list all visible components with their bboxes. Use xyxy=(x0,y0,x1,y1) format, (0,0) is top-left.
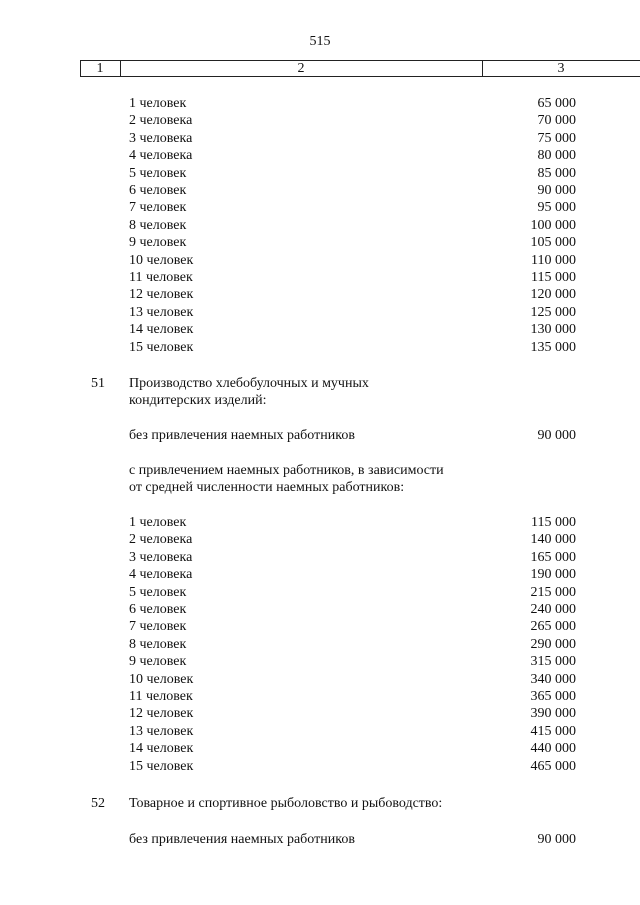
section-51-number: 51 xyxy=(91,376,105,391)
list-item-label: 14 человек xyxy=(129,322,194,338)
header-col-3: 3 xyxy=(557,61,565,76)
page-number: 515 xyxy=(309,34,331,49)
section-51-hire-line1: с привлечением наемных работников, в зависимости xyxy=(129,463,444,478)
list-item-value: 70 000 xyxy=(537,113,576,129)
list-item-value: 105 000 xyxy=(530,235,576,251)
list-item-value: 115 000 xyxy=(531,270,576,285)
list-item-label: 13 человек xyxy=(129,304,194,320)
section-51-no-hire-value: 90 000 xyxy=(537,428,576,443)
list-item-label: 4 человека xyxy=(129,567,193,583)
list-item-label: 5 человек xyxy=(129,165,187,181)
list-item-label: 7 человек xyxy=(129,619,187,635)
header-col-1: 1 xyxy=(96,61,104,76)
list-item-value: 315 000 xyxy=(530,654,576,670)
list-item-value: 120 000 xyxy=(530,287,576,303)
list-item-value: 390 000 xyxy=(530,706,576,722)
list-item-value: 240 000 xyxy=(530,602,576,617)
list-item-value: 265 000 xyxy=(530,619,576,635)
list-item-label: 3 человека xyxy=(129,130,193,146)
section-52-number: 52 xyxy=(91,796,105,811)
section-51-hire-line2: от средней численности наемных работников: xyxy=(129,480,405,495)
list-item-value: 65 000 xyxy=(537,96,576,111)
list-item-label: 9 человек xyxy=(129,235,187,251)
list-item-label: 8 человек xyxy=(129,217,187,233)
section-51-no-hire-label: без привлечения наемных работников xyxy=(129,428,355,443)
list-item-label: 12 человек xyxy=(129,706,194,722)
list-item-label: 9 человек xyxy=(129,654,187,670)
list-item-value: 215 000 xyxy=(530,584,576,600)
section-52-no-hire-value: 90 000 xyxy=(537,832,576,847)
section-51-title-line2: кондитерских изделий: xyxy=(129,393,267,408)
list-item-label: 15 человек xyxy=(129,758,194,774)
list-item-label: 10 человек xyxy=(129,671,194,687)
list-item-value: 110 000 xyxy=(531,252,576,268)
list-item-label: 12 человек xyxy=(129,287,194,303)
list-item-value: 125 000 xyxy=(530,304,576,320)
list-item-value: 80 000 xyxy=(537,148,576,164)
header-col-2: 2 xyxy=(297,61,305,76)
list-item-value: 85 000 xyxy=(537,165,576,181)
list-item-label: 8 человек xyxy=(129,636,187,652)
list-item-value: 90 000 xyxy=(537,183,576,198)
list-item-value: 290 000 xyxy=(530,636,576,652)
list-item-value: 415 000 xyxy=(530,723,576,739)
list-item-label: 14 человек xyxy=(129,741,194,757)
list-item-value: 140 000 xyxy=(530,532,576,548)
list-item-label: 10 человек xyxy=(129,252,194,268)
list-item-label: 2 человека xyxy=(129,532,193,548)
list-item-label: 1 человек xyxy=(129,96,187,111)
list-item-value: 165 000 xyxy=(530,549,576,565)
list-item-value: 75 000 xyxy=(537,130,576,146)
list-item-value: 130 000 xyxy=(530,322,576,338)
list-item-label: 6 человек xyxy=(129,183,187,198)
list-item-label: 6 человек xyxy=(129,602,187,617)
list-item-label: 7 человек xyxy=(129,200,187,216)
section-52-no-hire-label: без привлечения наемных работников xyxy=(129,832,355,847)
list-item-label: 4 человека xyxy=(129,148,193,164)
section-52-title: Товарное и спортивное рыболовство и рыбоводство: xyxy=(129,796,443,811)
list-item-value: 365 000 xyxy=(530,689,576,704)
list-item-value: 95 000 xyxy=(537,200,576,216)
list-item-label: 2 человека xyxy=(129,113,193,129)
list-item-value: 190 000 xyxy=(530,567,576,583)
table-header xyxy=(80,60,640,77)
list-item-label: 11 человек xyxy=(129,270,193,285)
list-item-value: 465 000 xyxy=(530,758,576,774)
list-item-label: 11 человек xyxy=(129,689,193,704)
list-item-value: 340 000 xyxy=(530,671,576,687)
list-item-label: 5 человек xyxy=(129,584,187,600)
list-item-label: 1 человек xyxy=(129,515,187,530)
list-item-value: 115 000 xyxy=(531,515,576,530)
list-item-label: 3 человека xyxy=(129,549,193,565)
list-item-value: 440 000 xyxy=(530,741,576,757)
list-item-label: 15 человек xyxy=(129,339,194,355)
list-item-value: 100 000 xyxy=(530,217,576,233)
section-51-title-line1: Производство хлебобулочных и мучных xyxy=(129,376,369,391)
list-item-label: 13 человек xyxy=(129,723,194,739)
list-item-value: 135 000 xyxy=(530,339,576,355)
